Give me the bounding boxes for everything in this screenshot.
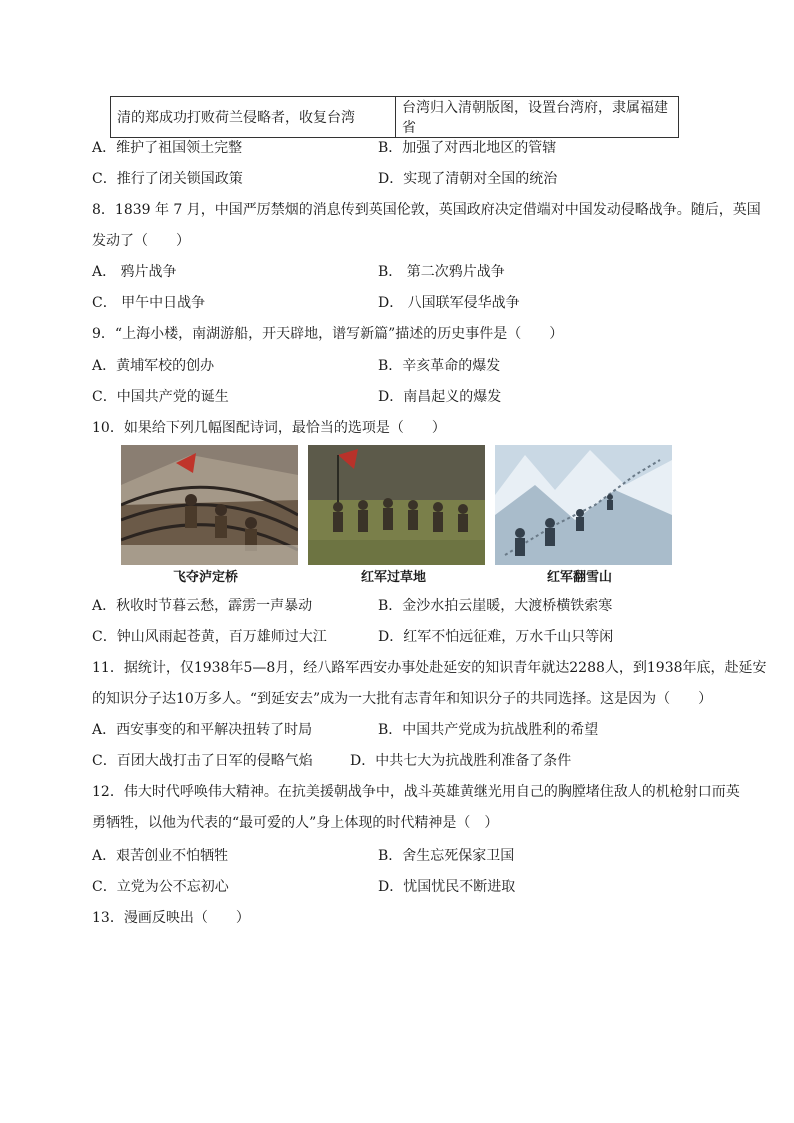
q10-option-b: B．金沙水拍云崖暖，大渡桥横铁索寒 <box>378 598 613 614</box>
q8-option-a: A． 鸦片战争 <box>92 264 177 280</box>
q12-stem-line2: 勇牺牲，以他为代表的“最可爱的人”身上体现的时代精神是（ ） <box>92 815 499 831</box>
q12-option-d: D．忧国忧民不断进取 <box>378 879 516 895</box>
q9-option-b: B．辛亥革命的爆发 <box>378 358 501 374</box>
q8-stem-line2: 发动了（ ） <box>92 233 190 249</box>
q7-option-a: A．维护了祖国领土完整 <box>92 140 243 156</box>
q12-stem-line1: 12．伟大时代呼唤伟大精神。在抗美援朝战争中，战斗英雄黄继光用自己的胸膛堵住敌人的机枪射口而英 <box>92 784 740 800</box>
painting-luding-bridge <box>121 445 298 565</box>
q12-option-c: C．立党为公不忘初心 <box>92 879 229 895</box>
q11-option-b: B．中国共产党成为抗战胜利的希望 <box>378 722 599 738</box>
q10-option-c: C．钟山风雨起苍黄，百万雄师过大江 <box>92 629 327 645</box>
table-cell-left: 清的郑成功打败荷兰侵略者，收复台湾 <box>111 97 396 138</box>
q9-option-a: A．黄埔军校的创办 <box>92 358 215 374</box>
painting-snow-mountain <box>495 445 672 565</box>
q9-stem: 9．“上海小楼，南湖游船，开天辟地，谱写新篇”描述的历史事件是（ ） <box>92 326 564 342</box>
q8-option-c: C． 甲午中日战争 <box>92 295 206 311</box>
table-cell-right: 台湾归入清朝版图，设置台湾府，隶属福建省 <box>396 97 679 138</box>
q11-option-a: A．西安事变的和平解决扭转了时局 <box>92 722 313 738</box>
q7-option-d: D．实现了清朝对全国的统治 <box>378 171 558 187</box>
q8-stem-line1: 8．1839 年 7 月，中国严厉禁烟的消息传到英国伦敦，英国政府决定借端对中国发动侵略战争。随后，英国 <box>92 202 761 218</box>
caption-luding-bridge: 飞夺泸定桥 <box>173 570 239 585</box>
q7-option-c: C．推行了闭关锁国政策 <box>92 171 243 187</box>
painting-grassland <box>308 445 485 565</box>
q12-option-b: B．舍生忘死保家卫国 <box>378 848 515 864</box>
caption-grassland: 红军过草地 <box>361 570 427 585</box>
q9-option-c: C．中国共产党的诞生 <box>92 389 229 405</box>
q9-option-d: D．南昌起义的爆发 <box>378 389 502 405</box>
q11-option-c: C．百团大战打击了日军的侵略气焰 <box>92 753 313 769</box>
q13-stem: 13．漫画反映出（ ） <box>92 910 250 926</box>
info-table <box>110 96 679 138</box>
q12-option-a: A．艰苦创业不怕牺牲 <box>92 848 229 864</box>
q7-option-b: B．加强了对西北地区的管辖 <box>378 140 557 156</box>
caption-snow-mountain: 红军翻雪山 <box>547 570 613 585</box>
q11-stem-line2: 的知识分子达10万多人。“到延安去”成为一大批有志青年和知识分子的共同选择。这是因为（ ） <box>92 691 713 707</box>
q8-option-d: D． 八国联军侵华战争 <box>378 295 520 311</box>
q10-option-d: D．红军不怕远征难，万水千山只等闲 <box>378 629 614 645</box>
q8-option-b: B． 第二次鸦片战争 <box>378 264 505 280</box>
table-row <box>111 97 679 138</box>
q10-stem: 10．如果给下列几幅图配诗词，最恰当的选项是（ ） <box>92 420 446 436</box>
q10-option-a: A．秋收时节暮云愁，霹雳一声暴动 <box>92 598 313 614</box>
q11-option-d: D．中共七大为抗战胜利准备了条件 <box>350 753 572 769</box>
q11-stem-line1: 11．据统计，仅1938年5—8月，经八路军西安办事处赴延安的知识青年就达2288人，到1938年底，赴延安 <box>92 660 767 676</box>
